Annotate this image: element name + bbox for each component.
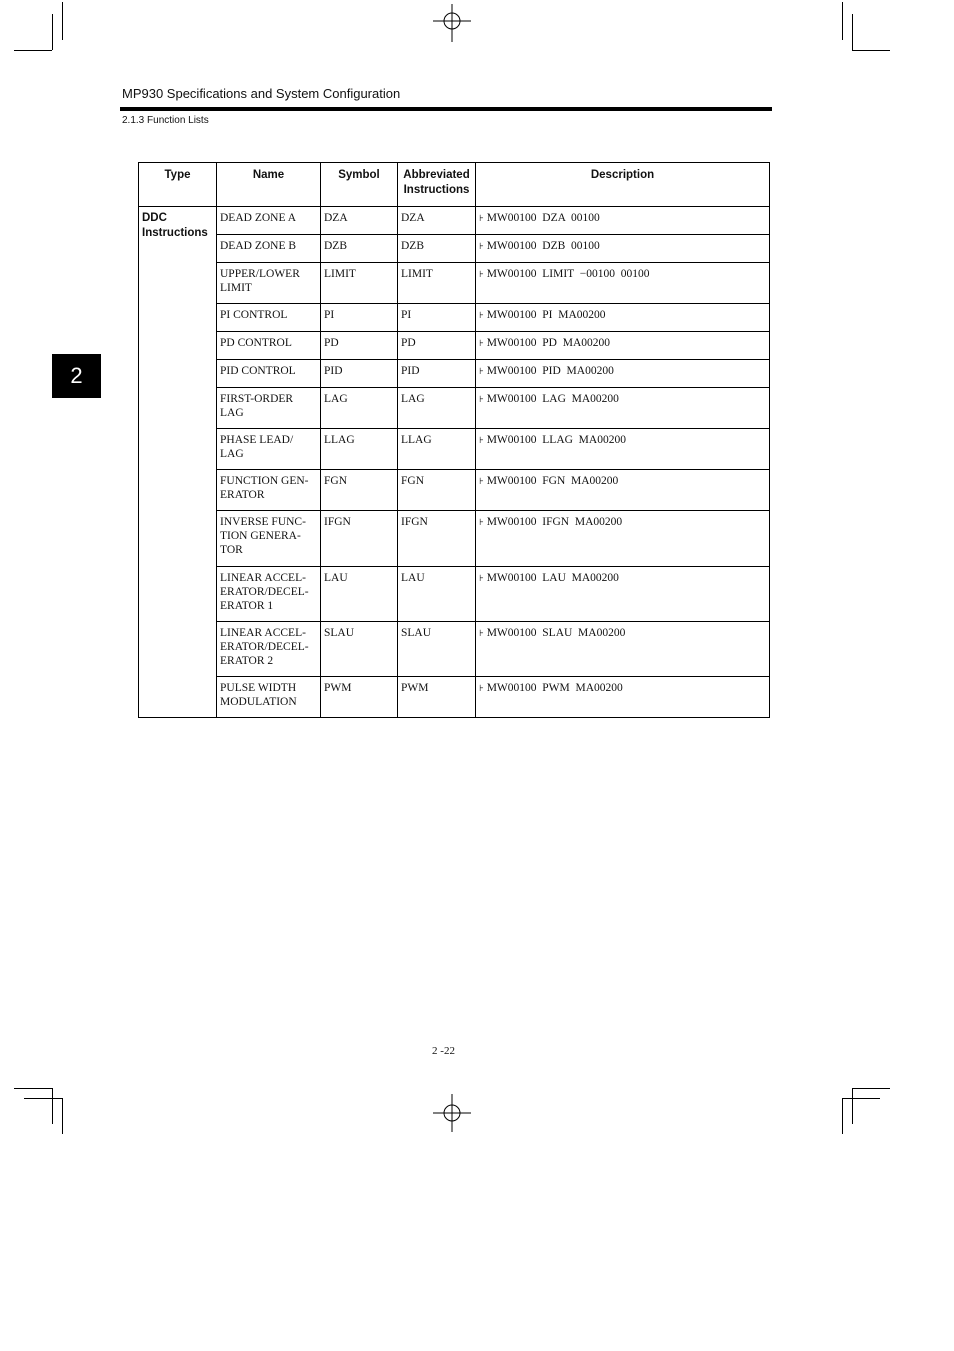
ladder-contact-icon: ⊦ xyxy=(479,477,484,487)
description-cell xyxy=(476,360,770,388)
description-cell xyxy=(476,304,770,332)
description-cell xyxy=(476,429,770,470)
table-row xyxy=(139,360,770,388)
function-table xyxy=(138,162,770,718)
symbol-cell: PWM xyxy=(321,677,398,718)
table-row xyxy=(139,470,770,511)
abbrev-cell: LAG xyxy=(398,388,476,429)
ladder-contact-icon: ⊦ xyxy=(479,214,484,224)
description-text: MW00100 LIMIT −00100 00100 xyxy=(486,268,650,280)
description-text: MW00100 IFGN MA00200 xyxy=(486,516,623,528)
name-cell: PULSE WIDTH MODULATION xyxy=(217,677,321,718)
header-type: Type xyxy=(139,163,217,207)
symbol-cell: FGN xyxy=(321,470,398,511)
table-header-row xyxy=(139,163,770,207)
ladder-contact-icon: ⊦ xyxy=(479,518,484,528)
ladder-contact-icon: ⊦ xyxy=(479,395,484,405)
name-cell: DEAD ZONE B xyxy=(217,235,321,263)
symbol-cell: DZB xyxy=(321,235,398,263)
registration-mark-bottom xyxy=(433,1094,471,1132)
description-cell xyxy=(476,235,770,263)
table-row xyxy=(139,429,770,470)
ladder-contact-icon: ⊦ xyxy=(479,311,484,321)
description-text: MW00100 PD MA00200 xyxy=(486,337,610,349)
ladder-contact-icon: ⊦ xyxy=(479,339,484,349)
table-row xyxy=(139,207,770,235)
abbrev-cell: LLAG xyxy=(398,429,476,470)
description-text: MW00100 FGN MA00200 xyxy=(486,475,619,487)
table-row xyxy=(139,388,770,429)
page-number: 2 -22 xyxy=(432,1045,455,1057)
description-cell xyxy=(476,332,770,360)
table-row xyxy=(139,677,770,718)
name-cell: PD CONTROL xyxy=(217,332,321,360)
description-cell xyxy=(476,207,770,235)
symbol-cell: LIMIT xyxy=(321,263,398,304)
symbol-cell: IFGN xyxy=(321,511,398,567)
ladder-contact-icon: ⊦ xyxy=(479,574,484,584)
chapter-tab: 2 xyxy=(52,354,101,398)
header-rule xyxy=(120,107,772,111)
description-text: MW00100 PWM MA00200 xyxy=(486,682,623,694)
description-text: MW00100 LLAG MA00200 xyxy=(486,434,626,446)
description-cell xyxy=(476,263,770,304)
header-description: Description xyxy=(476,163,770,207)
table-row xyxy=(139,304,770,332)
description-text: MW00100 LAU MA00200 xyxy=(486,572,619,584)
name-cell: PHASE LEAD/ LAG xyxy=(217,429,321,470)
abbrev-cell: PD xyxy=(398,332,476,360)
symbol-cell: SLAU xyxy=(321,622,398,677)
header-name: Name xyxy=(217,163,321,207)
table-row xyxy=(139,567,770,622)
symbol-cell: PID xyxy=(321,360,398,388)
ladder-contact-icon: ⊦ xyxy=(479,270,484,280)
symbol-cell: DZA xyxy=(321,207,398,235)
description-text: MW00100 LAG MA00200 xyxy=(486,393,619,405)
abbrev-cell: PID xyxy=(398,360,476,388)
symbol-cell: PD xyxy=(321,332,398,360)
ladder-contact-icon: ⊦ xyxy=(479,242,484,252)
description-cell xyxy=(476,511,770,567)
abbrev-cell: PI xyxy=(398,304,476,332)
name-cell: LINEAR ACCEL- ERATOR/DECEL- ERATOR 1 xyxy=(217,567,321,622)
table-row xyxy=(139,332,770,360)
table-body xyxy=(139,207,770,718)
name-cell: FIRST-ORDER LAG xyxy=(217,388,321,429)
ladder-contact-icon: ⊦ xyxy=(479,629,484,639)
abbrev-cell: LAU xyxy=(398,567,476,622)
header-symbol: Symbol xyxy=(321,163,398,207)
description-cell xyxy=(476,388,770,429)
description-cell xyxy=(476,567,770,622)
description-cell xyxy=(476,622,770,677)
description-text: MW00100 DZA 00100 xyxy=(486,212,600,224)
symbol-cell: LAU xyxy=(321,567,398,622)
name-cell: FUNCTION GEN- ERATOR xyxy=(217,470,321,511)
symbol-cell: LLAG xyxy=(321,429,398,470)
description-text: MW00100 SLAU MA00200 xyxy=(486,627,626,639)
table-row xyxy=(139,235,770,263)
section-label: 2.1.3 Function Lists xyxy=(122,115,209,126)
name-cell: UPPER/LOWER LIMIT xyxy=(217,263,321,304)
abbrev-cell: PWM xyxy=(398,677,476,718)
type-cell: DDC Instructions xyxy=(139,207,217,718)
ladder-contact-icon: ⊦ xyxy=(479,436,484,446)
ladder-contact-icon: ⊦ xyxy=(479,684,484,694)
abbrev-cell: DZA xyxy=(398,207,476,235)
registration-mark-top xyxy=(433,4,471,42)
description-cell xyxy=(476,677,770,718)
page-title: MP930 Specifications and System Configuration xyxy=(122,86,401,101)
abbrev-cell: FGN xyxy=(398,470,476,511)
description-text: MW00100 PI MA00200 xyxy=(486,309,606,321)
header-abbreviated-instructions: Abbreviated Instructions xyxy=(398,163,476,207)
symbol-cell: LAG xyxy=(321,388,398,429)
table-row xyxy=(139,622,770,677)
table-row xyxy=(139,263,770,304)
symbol-cell: PI xyxy=(321,304,398,332)
table-row xyxy=(139,511,770,567)
description-cell xyxy=(476,470,770,511)
description-text: MW00100 PID MA00200 xyxy=(486,365,614,377)
ladder-contact-icon: ⊦ xyxy=(479,367,484,377)
abbrev-cell: DZB xyxy=(398,235,476,263)
abbrev-cell: SLAU xyxy=(398,622,476,677)
name-cell: INVERSE FUNC- TION GENERA- TOR xyxy=(217,511,321,567)
name-cell: LINEAR ACCEL- ERATOR/DECEL- ERATOR 2 xyxy=(217,622,321,677)
description-text: MW00100 DZB 00100 xyxy=(486,240,600,252)
name-cell: PID CONTROL xyxy=(217,360,321,388)
name-cell: PI CONTROL xyxy=(217,304,321,332)
name-cell: DEAD ZONE A xyxy=(217,207,321,235)
abbrev-cell: LIMIT xyxy=(398,263,476,304)
abbrev-cell: IFGN xyxy=(398,511,476,567)
